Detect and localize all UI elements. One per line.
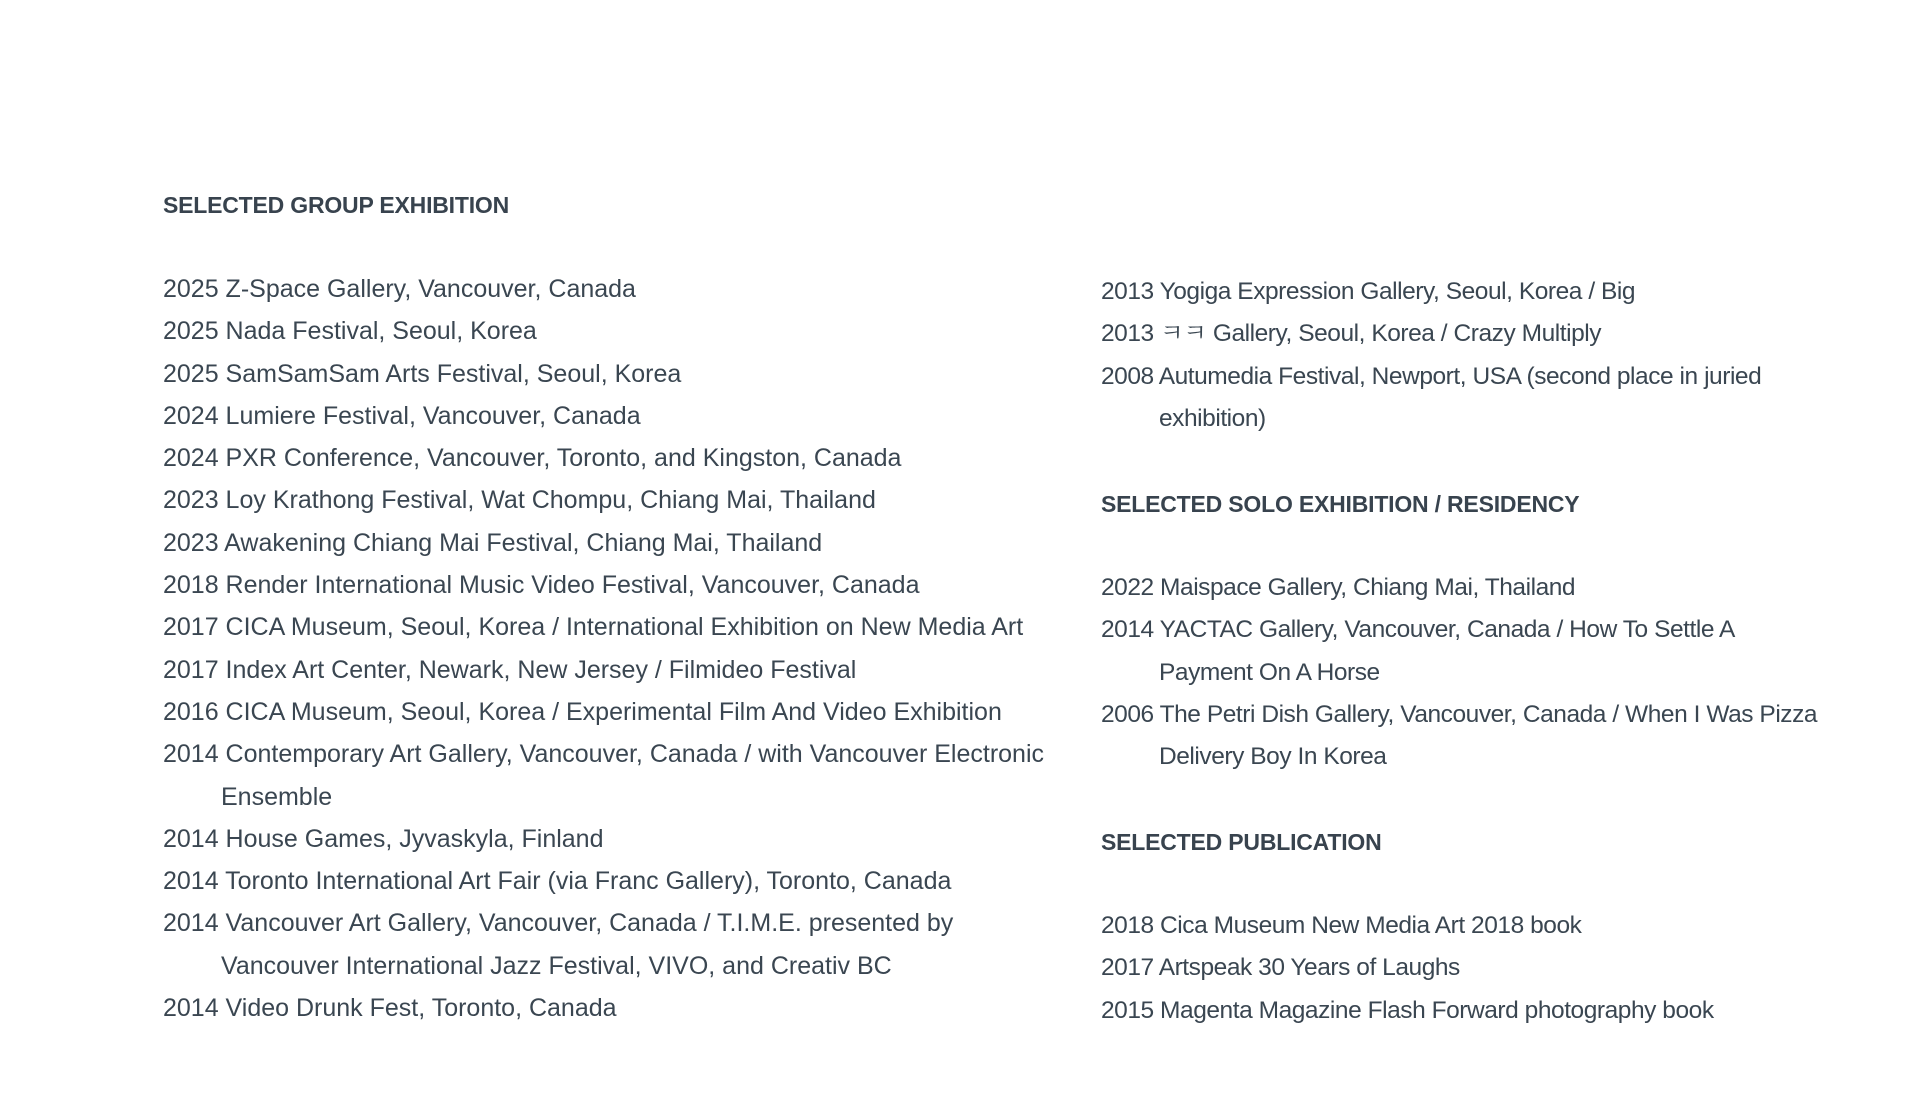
list-item: 2014 Toronto International Art Fair (via Franc Gallery), Toronto, Canada xyxy=(163,867,952,896)
list-item: 2018 Cica Museum New Media Art 2018 book xyxy=(1101,912,1582,939)
list-item: 2016 CICA Museum, Seoul, Korea / Experimental Film And Video Exhibition xyxy=(163,697,1002,726)
list-item: 2008 Autumedia Festival, Newport, USA (second place in juried exhibition) xyxy=(1101,362,1762,432)
publication-list xyxy=(1101,905,1821,1032)
list-item: 2024 PXR Conference, Vancouver, Toronto, and Kingston, Canada xyxy=(163,444,902,473)
list-item: 2014 House Games, Jyvaskyla, Finland xyxy=(163,824,604,853)
list-item: 2014 YACTAC Gallery, Vancouver, Canada / How To Settle A Payment On A Horse xyxy=(1101,616,1734,686)
list-item: 2006 The Petri Dish Gallery, Vancouver, Canada / When I Was Pizza Delivery Boy In Korea xyxy=(1101,700,1818,771)
list-item: 2013 ㅋㅋ Gallery, Seoul, Korea / Crazy Multiply xyxy=(1101,320,1602,348)
solo-exhibition-list xyxy=(1101,567,1821,778)
list-item: 2023 Loy Krathong Festival, Wat Chompu, Chiang Mai, Thailand xyxy=(163,486,876,515)
list-item: 2014 Contemporary Art Gallery, Vancouver, Canada / with Vancouver Electronic Ensemble xyxy=(163,740,1045,811)
list-item: 2025 Nada Festival, Seoul, Korea xyxy=(163,317,537,346)
list-item: 2015 Magenta Magazine Flash Forward photography book xyxy=(1101,996,1714,1024)
list-item: 2017 Artspeak 30 Years of Laughs xyxy=(1101,954,1460,982)
publication-heading: SELECTED PUBLICATION xyxy=(1101,829,1382,855)
list-item: 2024 Lumiere Festival, Vancouver, Canada xyxy=(163,401,641,430)
list-item: 2025 Z-Space Gallery, Vancouver, Canada xyxy=(163,275,636,303)
list-item: 2018 Render International Music Video Festival, Vancouver, Canada xyxy=(163,571,920,600)
list-item: 2023 Awakening Chiang Mai Festival, Chiang Mai, Thailand xyxy=(163,528,823,557)
group-exhibition-list-continued xyxy=(1101,271,1821,440)
list-item: 2013 Yogiga Expression Gallery, Seoul, Korea / Big xyxy=(1101,278,1636,305)
list-item: 2014 Vancouver Art Gallery, Vancouver, Canada / T.I.M.E. presented by Vancouver International Jazz Festival, VIVO, and Creativ BC xyxy=(163,909,954,980)
list-item: 2022 Maispace Gallery, Chiang Mai, Thailand xyxy=(1101,574,1576,601)
list-item: 2017 CICA Museum, Seoul, Korea / International Exhibition on New Media Art xyxy=(163,613,1024,642)
group-exhibition-list xyxy=(163,268,1073,1029)
solo-exhibition-heading: SELECTED SOLO EXHIBITION / RESIDENCY xyxy=(1101,491,1580,517)
group-exhibition-heading: SELECTED GROUP EXHIBITION xyxy=(163,192,510,218)
list-item: 2014 Video Drunk Fest, Toronto, Canada xyxy=(163,994,617,1023)
list-item: 2025 SamSamSam Arts Festival, Seoul, Korea xyxy=(163,359,682,388)
list-item: 2017 Index Art Center, Newark, New Jersey / Filmideo Festival xyxy=(163,655,857,684)
